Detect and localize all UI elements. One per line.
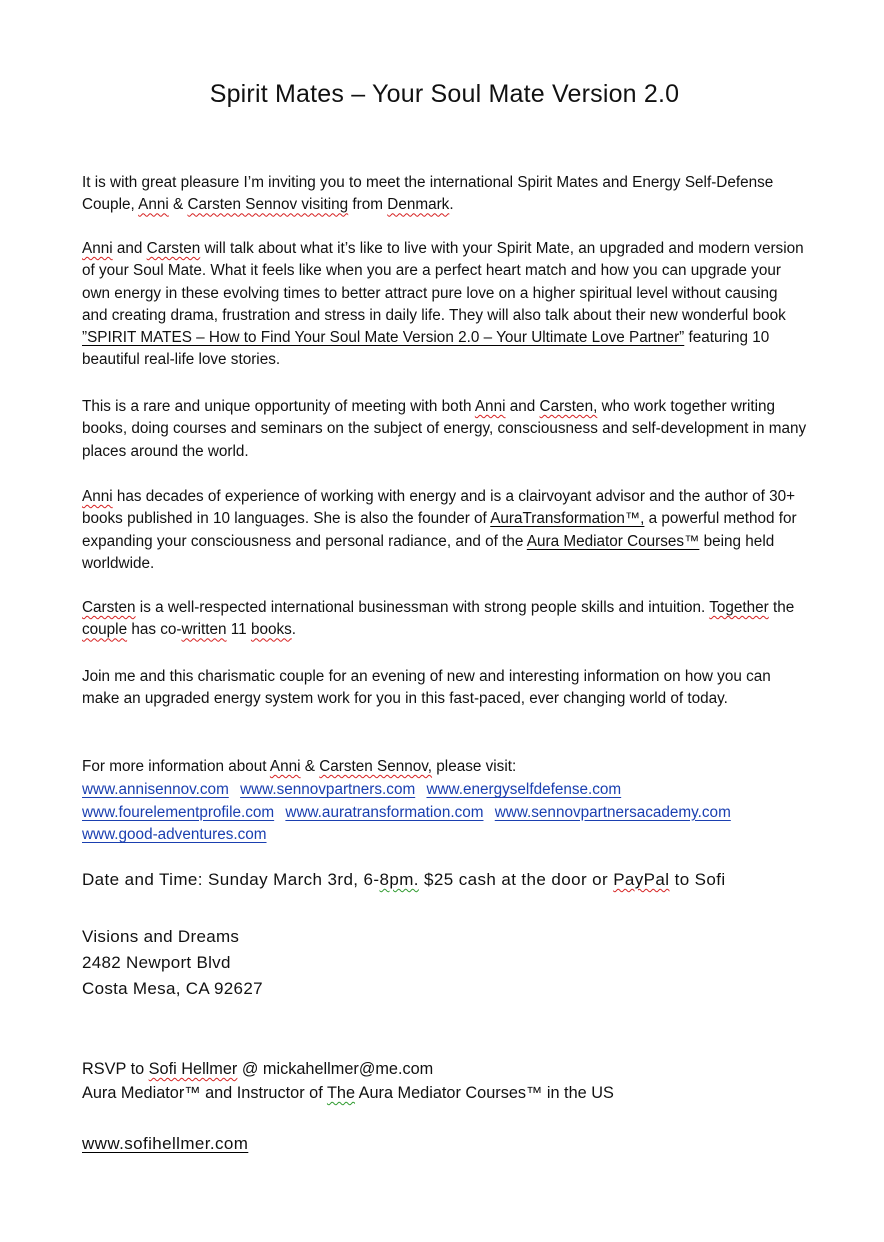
link-auratransformation[interactable]: www.auratransformation.com: [285, 803, 484, 821]
link-annisennov[interactable]: www.annisennov.com: [82, 781, 229, 798]
website-links: [82, 779, 807, 847]
website-link-sofihellmer[interactable]: www.sofihellmer.com: [82, 1134, 249, 1153]
text: a powerful method for expanding your consciousness and personal radiance, and of the: [82, 510, 797, 550]
text: $25 cash at the door or: [418, 870, 614, 889]
text: the: [768, 599, 795, 616]
name-carsten: Carsten: [146, 240, 201, 257]
text: has co-: [127, 621, 182, 639]
text: is a well-respected international businessman with strong people skills and intuition.: [135, 599, 710, 616]
link-fourelementprofile[interactable]: www.fourelementprofile.com: [82, 803, 275, 821]
rsvp-email: @ mickahellmer@me.com: [237, 1060, 434, 1078]
text: written: [181, 621, 227, 639]
venue-address: [82, 924, 263, 1002]
text: featuring 10 beautiful real-life love stories.: [82, 329, 770, 369]
anni-bio-paragraph: [82, 486, 807, 575]
link-energyselfdefense[interactable]: www.energyselfdefense.com: [426, 781, 622, 798]
text: has decades of experience of working with energy and is a clairvoyant advisor and the author of 30+ books published in 10 languages. She is also the founder of: [82, 488, 796, 528]
date-time-line: [82, 870, 726, 890]
name-anni: Anni: [474, 398, 506, 415]
credential-line: [82, 1081, 614, 1105]
name-carsten-sennov: Carsten Sennov visiting: [187, 196, 349, 214]
text: Date and Time: Sunday March 3rd, 6-: [82, 870, 380, 889]
text: Together: [709, 599, 769, 616]
name-carsten: Carsten: [82, 599, 136, 616]
text: books: [250, 621, 292, 639]
venue-name: Visions and Dreams: [82, 927, 240, 946]
name-anni: Anni: [138, 196, 169, 214]
talk-paragraph: [82, 238, 807, 372]
street-address: 2482 Newport Blvd: [82, 953, 231, 972]
text: who work together writing books, doing courses and seminars on the subject of energy, consciousness and self-development in many places around the world.: [82, 398, 807, 460]
text: and: [112, 240, 147, 257]
text: please visit:: [432, 758, 517, 775]
name-carsten-sennov: Carsten Sennov,: [319, 758, 433, 775]
text: &: [168, 196, 188, 214]
text: Aura Mediator™ and Instructor of: [82, 1084, 327, 1102]
book-title: ”SPIRIT MATES – How to Find Your Soul Mate Version 2.0 – Your Ultimate Love Partner”: [82, 329, 685, 347]
rsvp-block: [82, 1057, 614, 1105]
intro-paragraph: [82, 172, 807, 217]
aura-mediator-courses-text: Aura Mediator Courses™: [526, 532, 700, 550]
opportunity-paragraph: [82, 396, 807, 463]
link-good-adventures[interactable]: www.good-adventures.com: [82, 826, 267, 843]
name-anni: Anni: [82, 488, 113, 505]
carsten-bio-paragraph: [82, 597, 807, 642]
text: being held worldwide.: [82, 532, 775, 572]
text: .: [449, 196, 454, 214]
text: 11: [226, 621, 251, 639]
join-paragraph: Join me and this charismatic couple for an evening of new and interesting information on how you can make an upgraded energy system work for you in this fast-paced, ever changing world of today.: [82, 668, 771, 708]
text: This is a rare and unique opportunity of meeting with both: [82, 398, 475, 415]
name-carsten: Carsten,: [539, 398, 598, 415]
text: RSVP to: [82, 1060, 149, 1078]
text: Aura Mediator Courses™ in the US: [355, 1084, 614, 1102]
name-anni: Anni: [82, 240, 113, 257]
more-info-line: [82, 756, 807, 778]
text: from: [348, 196, 388, 214]
link-sennovpartnersacademy[interactable]: www.sennovpartnersacademy.com: [494, 803, 731, 821]
text: to Sofi: [669, 870, 726, 889]
rsvp-line: [82, 1057, 614, 1081]
place-denmark: Denmark: [387, 196, 450, 214]
link-sennovpartners[interactable]: www.sennovpartners.com: [240, 781, 416, 798]
text: &: [300, 758, 320, 775]
page-title: Spirit Mates – Your Soul Mate Version 2.0: [209, 80, 680, 108]
text: .: [291, 621, 297, 639]
city-address: Costa Mesa, CA 92627: [82, 979, 263, 998]
text: couple: [82, 621, 128, 639]
text: It is with great pleasure I’m inviting you to meet the international Spirit Mates and Energy Self-Defense Couple,: [82, 174, 774, 214]
paypal-text: PayPal: [613, 870, 670, 889]
text: will talk about what it’s like to live with your Spirit Mate, an upgraded and modern version of your Soul Mate. What it feels like when you are a perfect heart match and how you can upgrade your own energy in these evolving times to better attract pure love on a higher spiritual level without causing and creating drama, frustration and stress in daily life. They will also talk about their new wonderful book: [82, 240, 804, 324]
text: For more information about: [82, 758, 270, 775]
name-anni: Anni: [269, 758, 301, 775]
text: The: [326, 1084, 356, 1102]
aura-transformation-text: AuraTransformation™,: [490, 510, 645, 528]
text: and: [505, 398, 540, 415]
name-sofi-hellmer: Sofi Hellmer: [148, 1060, 238, 1078]
time: 8pm.: [379, 870, 419, 889]
